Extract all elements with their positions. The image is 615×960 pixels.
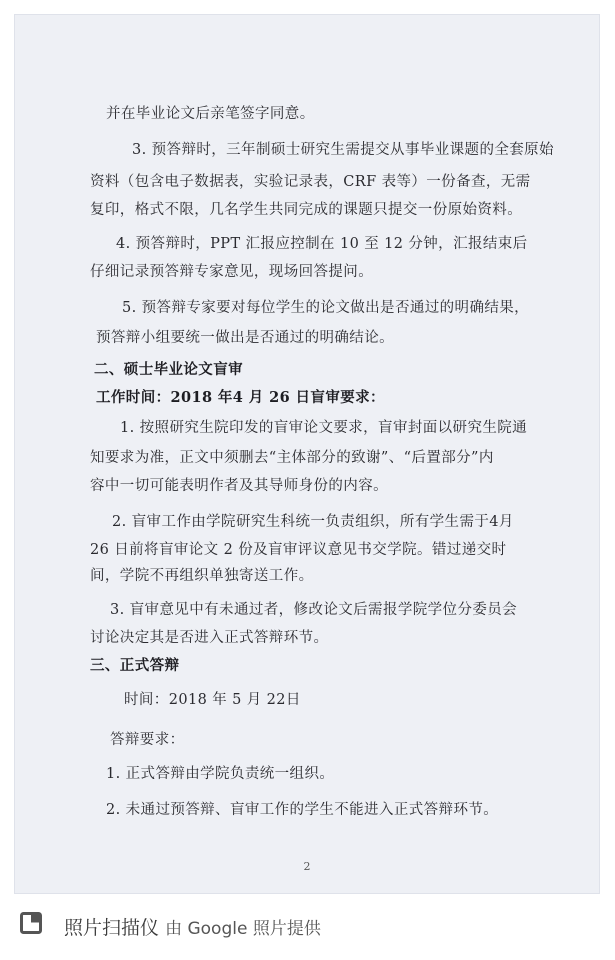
- doc-line-8: 预答辩小组要统一做出是否通过的明确结论。: [96, 330, 394, 346]
- page-number: 2: [303, 860, 311, 873]
- photo-scanner-icon: [20, 912, 42, 934]
- app-footer: [0, 898, 615, 960]
- doc-line-14: 2. 盲审工作由学院研究生科统一负责组织，所有学生需于4月: [112, 514, 514, 530]
- doc-line-22: 1. 正式答辩由学院负责统一组织。: [106, 766, 335, 782]
- doc-line-18: 讨论决定其是否进入正式答辩环节。: [90, 630, 329, 646]
- doc-line-2: 3. 预答辩时，三年制硕士研究生需提交从事毕业课题的全套原始: [132, 142, 554, 158]
- doc-line-1: 并在毕业论文后亲笔签字同意。: [106, 106, 315, 122]
- scanned-document-page: [14, 14, 600, 894]
- doc-line-13: 容中一切可能表明作者及其导师身份的内容。: [90, 478, 388, 494]
- doc-line-12: 知要求为准，正文中须删去“主体部分的致谢”、“后置部分”内: [90, 450, 494, 466]
- doc-line-20: 时间：2018 年 5 月 22日: [124, 692, 301, 708]
- doc-line-11: 1. 按照研究生院印发的盲审论文要求，盲审封面以研究生院通: [120, 420, 528, 436]
- doc-line-6: 仔细记录预答辩专家意见，现场回答提问。: [90, 264, 374, 280]
- doc-line-3: 资料（包含电子数据表，实验记录表，CRF 表等）一份备查，无需: [90, 174, 531, 190]
- provider-text: 由 Google 照片提供: [165, 919, 321, 939]
- doc-line-21: 答辩要求：: [110, 732, 185, 748]
- doc-line-10: 工作时间：2018 年4 月 26 日盲审要求：: [96, 389, 385, 406]
- section-heading-formal-defense: 三、正式答辩: [90, 657, 180, 674]
- section-heading-blind-review: 二、硕士毕业论文盲审: [94, 361, 243, 378]
- doc-line-4: 复印，格式不限，几名学生共同完成的课题只提交一份原始资料。: [90, 202, 523, 218]
- doc-line-17: 3. 盲审意见中有未通过者，修改论文后需报学院学位分委员会: [110, 602, 518, 618]
- doc-line-7: 5. 预答辩专家要对每位学生的论文做出是否通过的明确结果，: [122, 300, 530, 316]
- doc-line-15: 26 日前将盲审论文 2 份及盲审评议意见书交学院。错过递交时: [90, 542, 507, 558]
- doc-line-16: 间，学院不再组织单独寄送工作。: [90, 568, 314, 584]
- footer-caption: [64, 913, 321, 940]
- doc-line-5: 4. 预答辩时，PPT 汇报应控制在 10 至 12 分钟，汇报结束后: [116, 236, 528, 252]
- doc-line-23: 2. 未通过预答辩、盲审工作的学生不能进入正式答辩环节。: [106, 802, 499, 818]
- app-name: 照片扫描仪: [64, 917, 160, 939]
